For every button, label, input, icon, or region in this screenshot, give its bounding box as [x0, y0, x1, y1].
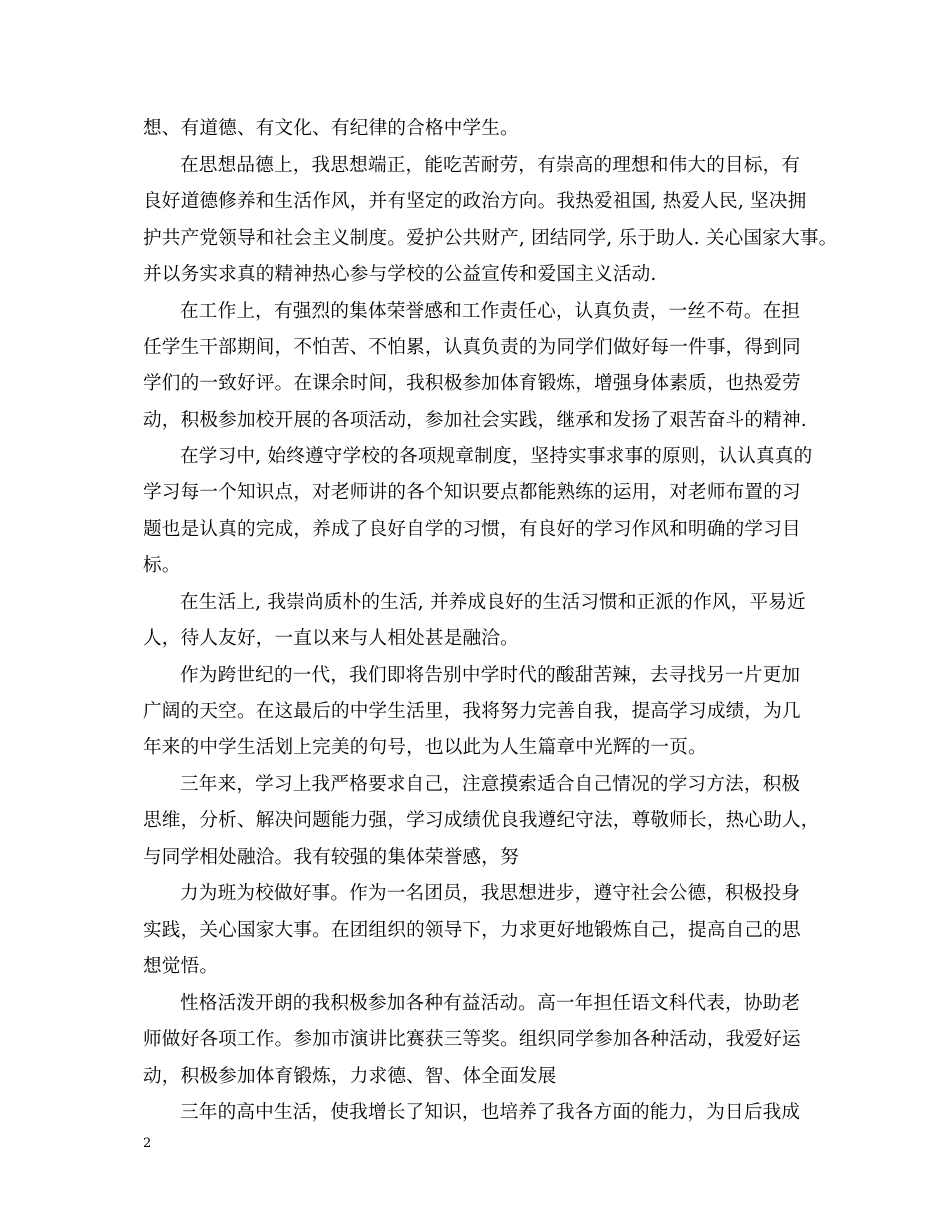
text-line: 题也是认真的完成，养成了良好自学的习惯，有良好的学习作风和明确的学习目 [143, 519, 801, 540]
paragraph-start-line: 三年来，学习上我严格要求自己，注意摸索适合自己情况的学习方法，积极 [180, 774, 801, 795]
paragraph-start-line: 在工作上，有强烈的集体荣誉感和工作责任心，认真负责，一丝不苟。在担 [180, 301, 801, 322]
text-line: 良好道德修养和生活作风，并有坚定的政治方向。我热爱祖国, 热爱人民, 坚决拥 [143, 191, 807, 212]
text-line: 实践，关心国家大事。在团组织的领导下，力求更好地锻炼自己，提高自己的思 [143, 920, 801, 941]
text-line: 广阔的天空。在这最后的中学生活里，我将努力完善自我，提高学习成绩，为几 [143, 701, 801, 722]
paragraph-start-line: 力为班为校做好事。作为一名团员，我思想进步，遵守社会公德，积极投身 [180, 883, 801, 904]
page-number: 2 [143, 1136, 152, 1151]
text-line: 师做好各项工作。参加市演讲比赛获三等奖。组织同学参加各种活动，我爱好运 [143, 1029, 801, 1050]
text-line: 标。 [143, 555, 181, 576]
text-line: 思维，分析、解决问题能力强，学习成绩优良我遵纪守法，尊敬师长，热心助人， [143, 810, 820, 831]
text-line: 人，待人友好，一直以来与人相处甚是融洽。 [143, 628, 519, 649]
text-line: 动，积极参加校开展的各项活动，参加社会实践，继承和发扬了艰苦奋斗的精神. [143, 410, 807, 431]
text-line: 想、有道德、有文化、有纪律的合格中学生。 [143, 118, 519, 139]
paragraph-start-line: 三年的高中生活，使我增长了知识，也培养了我各方面的能力，为日后我成 [180, 1102, 801, 1123]
paragraph-start-line: 在生活上, 我崇尚质朴的生活, 并养成良好的生活习惯和正派的作风，平易近 [180, 592, 806, 613]
text-line: 动，积极参加体育锻炼，力求德、智、体全面发展 [143, 1066, 557, 1087]
paragraph-start-line: 作为跨世纪的一代，我们即将告别中学时代的酸甜苦辣，去寻找另一片更加 [180, 665, 801, 686]
paragraph-start-line: 性格活泼开朗的我积极参加各种有益活动。高一年担任语文科代表，协助老 [180, 993, 801, 1014]
text-line: 想觉悟。 [143, 956, 219, 977]
text-line: 学习每一个知识点，对老师讲的各个知识要点都能熟练的运用，对老师布置的习 [143, 482, 801, 503]
text-line: 并以务实求真的精神热心参与学校的公益宣传和爱国主义活动. [143, 264, 657, 285]
paragraph-start-line: 在学习中, 始终遵守学校的各项规章制度，坚持实事求事的原则，认认真真的 [180, 446, 813, 467]
paragraph-start-line: 在思想品德上，我思想端正，能吃苦耐劳，有崇高的理想和伟大的目标，有 [180, 155, 801, 176]
text-line: 学们的一致好评。在课余时间，我积极参加体育锻炼，增强身体素质，也热爱劳 [143, 373, 801, 394]
text-line: 与同学相处融洽。我有较强的集体荣誉感，努 [143, 847, 519, 868]
text-line: 护共产党领导和社会主义制度。爱护公共财产, 团结同学, 乐于助人. 关心国家大事。 [143, 228, 838, 249]
text-line: 年来的中学生活划上完美的句号，也以此为人生篇章中光辉的一页。 [143, 737, 707, 758]
text-line: 任学生干部期间，不怕苦、不怕累，认真负责的为同学们做好每一件事，得到同 [143, 337, 801, 358]
